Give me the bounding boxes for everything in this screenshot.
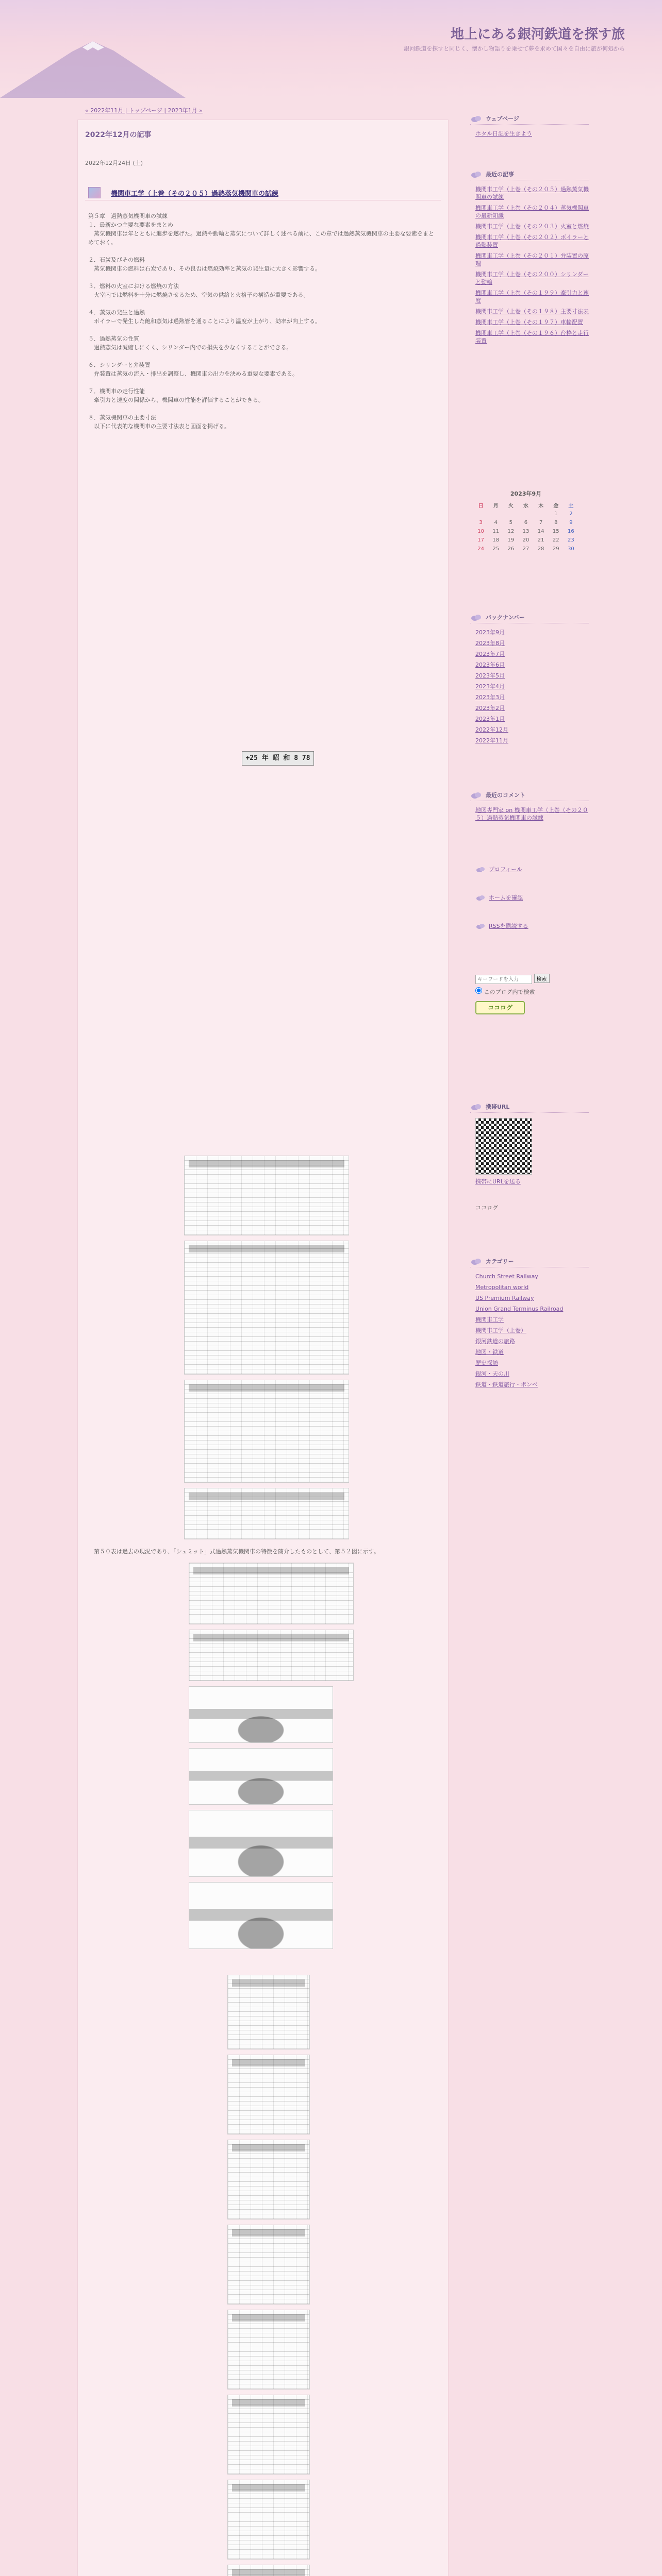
- home-link-item[interactable]: [475, 894, 589, 902]
- cloud-icon: [470, 114, 483, 123]
- calendar-day: 24: [477, 546, 484, 552]
- calendar-day: 11: [492, 529, 500, 534]
- category-link[interactable]: 歴史探訪: [475, 1360, 498, 1366]
- calendar-day: 16: [568, 529, 574, 534]
- search-input[interactable]: [475, 975, 532, 984]
- article-line: 弁装置は蒸気の流入・排出を調整し、機関車の出力を決める重要な要素である。: [88, 370, 298, 377]
- backnumber-section: [470, 613, 589, 748]
- article-line: 蒸気機関車の燃料は石炭であり、その良否は燃焼効率と蒸気の発生量に大きく影響する。: [88, 265, 321, 272]
- document-scan-image[interactable]: [227, 2310, 310, 2389]
- archive-link[interactable]: 2023年1月: [475, 716, 505, 722]
- cloud-icon: [470, 1103, 483, 1111]
- category-link[interactable]: Church Street Railway: [475, 1273, 538, 1280]
- links-section: [470, 860, 589, 951]
- article-line: ２．石炭及びその燃料: [88, 257, 145, 263]
- calendar-day: 26: [507, 546, 515, 552]
- archive-link[interactable]: 2023年6月: [475, 662, 505, 668]
- calendar-day: [488, 510, 503, 518]
- recent-post-link[interactable]: 機関車工学（上巻（その２００）シリンダーと動輪: [475, 271, 589, 285]
- mountain-illustration: [0, 21, 268, 98]
- calendar-day: 9: [569, 520, 573, 526]
- weekday-header: 日: [478, 503, 484, 509]
- weekday-header: 金: [553, 503, 559, 509]
- calendar-month: 2023年9月: [510, 490, 542, 497]
- calendar-day: 25: [492, 546, 500, 552]
- calendar-day: [518, 510, 533, 518]
- calendar-day: 6: [524, 520, 528, 526]
- recent-posts-section: [470, 170, 589, 348]
- weekday-header: 水: [523, 503, 528, 509]
- archive-link[interactable]: 2023年9月: [475, 629, 505, 636]
- calendar-day: 5: [509, 520, 513, 526]
- mobile-extra-text: ココログ: [475, 1205, 498, 1211]
- calendar-day: [473, 510, 488, 518]
- calendar-day: 20: [522, 537, 529, 543]
- table-scan-image[interactable]: [189, 1563, 354, 1624]
- table-scan-image[interactable]: [184, 1380, 349, 1483]
- article-line: 牽引力と速度の関係から、機関車の性能を評価することができる。: [88, 397, 264, 403]
- section-header: [470, 613, 589, 623]
- section-title: 最近の記事: [486, 171, 514, 178]
- table-scan-image[interactable]: [189, 1630, 354, 1681]
- home-link[interactable]: ホームを確認: [489, 894, 523, 901]
- qr-code-image: [475, 1118, 532, 1175]
- post-header: [85, 186, 441, 200]
- section-title: ウェブページ: [486, 115, 519, 122]
- search-section: [470, 969, 589, 1014]
- calendar-day: 12: [507, 529, 515, 534]
- recent-post-link[interactable]: 機関車工学（上巻（その２０１）弁装置の原理: [475, 252, 589, 267]
- calendar-day: 8: [554, 520, 558, 526]
- comments-section: [470, 791, 589, 825]
- calendar-day: 4: [494, 520, 498, 526]
- archive-link[interactable]: 2023年5月: [475, 672, 505, 679]
- calendar-day: 28: [537, 546, 544, 552]
- document-scan-image[interactable]: [227, 1975, 310, 2049]
- document-scan-image[interactable]: [227, 2565, 310, 2576]
- article-line: 以下に代表的な機関車の主要寸法表と図面を掲げる。: [88, 423, 230, 430]
- calendar-day: [503, 510, 518, 518]
- calendar-day: 21: [537, 537, 544, 543]
- calendar-day: 23: [568, 537, 574, 543]
- article-line: 過熱蒸気は凝縮しにくく、シリンダー内での損失を少なくすることができる。: [88, 344, 292, 351]
- calendar-day: [534, 510, 549, 518]
- calendar-day: 18: [492, 537, 500, 543]
- cloud-icon: [470, 613, 483, 621]
- archive-link[interactable]: 2023年3月: [475, 694, 505, 701]
- locomotive-drawing-image[interactable]: [189, 1686, 333, 1743]
- weekday-header: 火: [508, 503, 514, 509]
- locomotive-drawing-image[interactable]: [189, 1882, 333, 1949]
- calendar-day: 10: [477, 529, 484, 534]
- category-section: [470, 1257, 589, 1392]
- section-title: バックナンバー: [486, 614, 525, 621]
- calendar-day: 7: [539, 520, 543, 526]
- rss-link[interactable]: RSSを購読する: [489, 923, 528, 929]
- locomotive-drawing-image[interactable]: [189, 1748, 333, 1805]
- document-scan-image[interactable]: [227, 2055, 310, 2134]
- document-scan-image[interactable]: [227, 2140, 310, 2219]
- article-line: ボイラーで発生した飽和蒸気は過熱管を通ることにより温度が上がり、効率が向上する。: [88, 318, 321, 325]
- cloud-icon: [470, 170, 483, 178]
- category-link[interactable]: US Premium Railway: [475, 1295, 534, 1301]
- weekday-header: 土: [568, 503, 574, 509]
- recent-post-link[interactable]: 機関車工学（上巻（その２０５）過熱蒸気機関車の試練: [475, 186, 589, 200]
- calendar-day: 1: [554, 511, 558, 517]
- archive-link[interactable]: 2022年12月: [475, 726, 508, 733]
- blog-title[interactable]: 地上にある銀河鉄道を探す旅: [450, 27, 625, 42]
- mobile-url-section: [470, 1103, 589, 1212]
- archive-link[interactable]: 2023年2月: [475, 705, 505, 711]
- locomotive-drawing-image[interactable]: [189, 1810, 333, 1877]
- category-link[interactable]: 地図・鉄道: [475, 1349, 504, 1355]
- search-button[interactable]: 検索: [534, 974, 550, 983]
- recent-post-link[interactable]: 機関車工学（上巻（その１９８）主要寸法表: [475, 308, 589, 315]
- recent-post-link[interactable]: 機関車工学（上巻（その２０４）蒸気機関車の最新知識: [475, 205, 589, 219]
- table-scan-image[interactable]: [184, 1156, 349, 1235]
- category-link[interactable]: 鉄道・鉄道旅行・ポンペ: [475, 1381, 538, 1388]
- comment-link[interactable]: 地図専門家 on 機関車工学（上巻（その２０５）過熱蒸気機関車の試練: [475, 807, 588, 821]
- profile-link-item[interactable]: [475, 866, 589, 873]
- page-title: 2022年12月の記事: [85, 131, 152, 139]
- post-thumbnail-icon: [88, 187, 101, 198]
- section-header: [470, 1103, 589, 1113]
- webpage-section: [470, 114, 589, 141]
- category-link[interactable]: Metropolitan world: [475, 1284, 529, 1291]
- recent-post-link[interactable]: 機関車工学（上巻（その１９７）車輪配置: [475, 319, 583, 326]
- article-line: １．最新かつ主要な要素をまとめ: [88, 222, 173, 228]
- breadcrumb[interactable]: [85, 106, 203, 114]
- cocolog-logo[interactable]: ココログ: [475, 1001, 525, 1014]
- calendar-section: [470, 489, 589, 553]
- calendar: [473, 489, 578, 553]
- document-scan-image[interactable]: [227, 2480, 310, 2560]
- search-scope-label: このブログ内で検索: [484, 989, 535, 995]
- article-line: ６．シリンダーと弁装置: [88, 362, 151, 368]
- category-link[interactable]: 銀河・天の川: [475, 1370, 509, 1377]
- category-link[interactable]: Union Grand Terminus Railroad: [475, 1306, 564, 1312]
- calendar-day: 3: [479, 520, 483, 526]
- archive-link[interactable]: 2023年8月: [475, 640, 505, 647]
- cloud-icon: [475, 894, 486, 901]
- calendar-day: 13: [522, 529, 529, 534]
- article-line: ３．燃料の火室における燃焼の方法: [88, 283, 179, 290]
- figure-label: +25 年 昭 和 8 78: [242, 751, 314, 766]
- post-date: 2022年12月24日 (土): [85, 160, 143, 166]
- calendar-day: 22: [552, 537, 559, 543]
- cloud-icon: [475, 866, 486, 873]
- recent-post-link[interactable]: 機関車工学（上巻（その２０２）ボイラーと過熱装置: [475, 234, 589, 248]
- rss-link-item[interactable]: [475, 922, 589, 930]
- recent-post-link[interactable]: 機関車工学（上巻（その１９６）台枠と走行装置: [475, 330, 589, 344]
- article-line: ８．蒸気機関車の主要寸法: [88, 414, 156, 421]
- article-line: 第５章 過熱蒸気機関車の試練: [88, 213, 168, 219]
- document-scan-image[interactable]: [227, 2395, 310, 2475]
- article-line: 蒸気機関車は年とともに進歩を遂げた。過熱や動輪と蒸気について詳しく述べる前に、この章では過熱蒸気機関車の主要な要素をまとめておく。: [88, 230, 434, 246]
- cloud-icon: [470, 791, 483, 799]
- section-title: 最近のコメント: [486, 792, 525, 799]
- calendar-day: 17: [477, 537, 484, 543]
- category-link[interactable]: 機関車工学: [475, 1316, 504, 1323]
- article-line: ５．過熱蒸気の性質: [88, 335, 139, 342]
- cloud-icon: [470, 1257, 483, 1265]
- section-title: カテゴリー: [486, 1258, 514, 1265]
- search-scope-radio[interactable]: [475, 987, 482, 994]
- main-content: [77, 120, 449, 2576]
- section-title: 携帯URL: [486, 1104, 510, 1110]
- section-header: [470, 1257, 589, 1267]
- calendar-day: 2: [569, 511, 573, 517]
- calendar-day: 29: [552, 546, 559, 552]
- section-header: [470, 114, 589, 125]
- category-link[interactable]: 機関車工学（上巻）: [475, 1327, 526, 1334]
- recent-post-link[interactable]: 機関車工学（上巻（その１９９）牽引力と速度: [475, 290, 589, 304]
- calendar-day: 27: [522, 546, 529, 552]
- post-title-link[interactable]: 機関車工学（上巻（その２０５）過熱蒸気機関車の試練: [111, 190, 279, 198]
- calendar-day: 15: [552, 529, 559, 534]
- category-link[interactable]: 銀河鉄道の旅路: [475, 1338, 515, 1345]
- section-header: [470, 170, 589, 180]
- recent-post-link[interactable]: 機関車工学（上巻（その２０３）火室と燃焼: [475, 223, 589, 230]
- calendar-day: 14: [537, 529, 544, 534]
- breadcrumb-link[interactable]: « 2022年11月 | トップページ | 2023年1月 »: [85, 107, 203, 114]
- send-url-link[interactable]: 携帯にURLを送る: [475, 1178, 521, 1185]
- blog-description: 銀河鉄道を探すと同じく、懐かし物語りを乗せて夢を求めて国々を自由に旅が何処から: [404, 45, 625, 52]
- table-scan-image[interactable]: [184, 1488, 349, 1539]
- site-header: [0, 0, 662, 98]
- calendar-day: 19: [507, 537, 515, 543]
- calendar-day: 30: [568, 546, 574, 552]
- section-header: [470, 791, 589, 801]
- figure-note: 第５０表は過去の現況であり、「シェミット」式過熱蒸気機関車の特徴を簡介したものとして、第５２図に示す。: [88, 1548, 379, 1555]
- archive-link[interactable]: 2022年11月: [475, 737, 508, 744]
- article-line: 火室内では燃料を十分に燃焼させるため、空気の供給と火格子の構造が重要である。: [88, 292, 309, 298]
- article-line: ４．蒸気の発生と過熱: [88, 309, 145, 316]
- post-body: [88, 212, 439, 431]
- cloud-icon: [475, 922, 486, 929]
- archive-link[interactable]: 2023年4月: [475, 683, 505, 690]
- weekday-header: 木: [538, 503, 544, 509]
- profile-link[interactable]: プロフィール: [489, 866, 522, 873]
- weekday-header: 月: [493, 503, 499, 509]
- article-line: ７．機関車の走行性能: [88, 388, 145, 395]
- table-scan-image[interactable]: [184, 1241, 349, 1375]
- document-scan-image[interactable]: [227, 2225, 310, 2304]
- archive-link[interactable]: 2023年7月: [475, 651, 505, 657]
- webpage-link[interactable]: ホタル日記を生きよう: [475, 130, 532, 137]
